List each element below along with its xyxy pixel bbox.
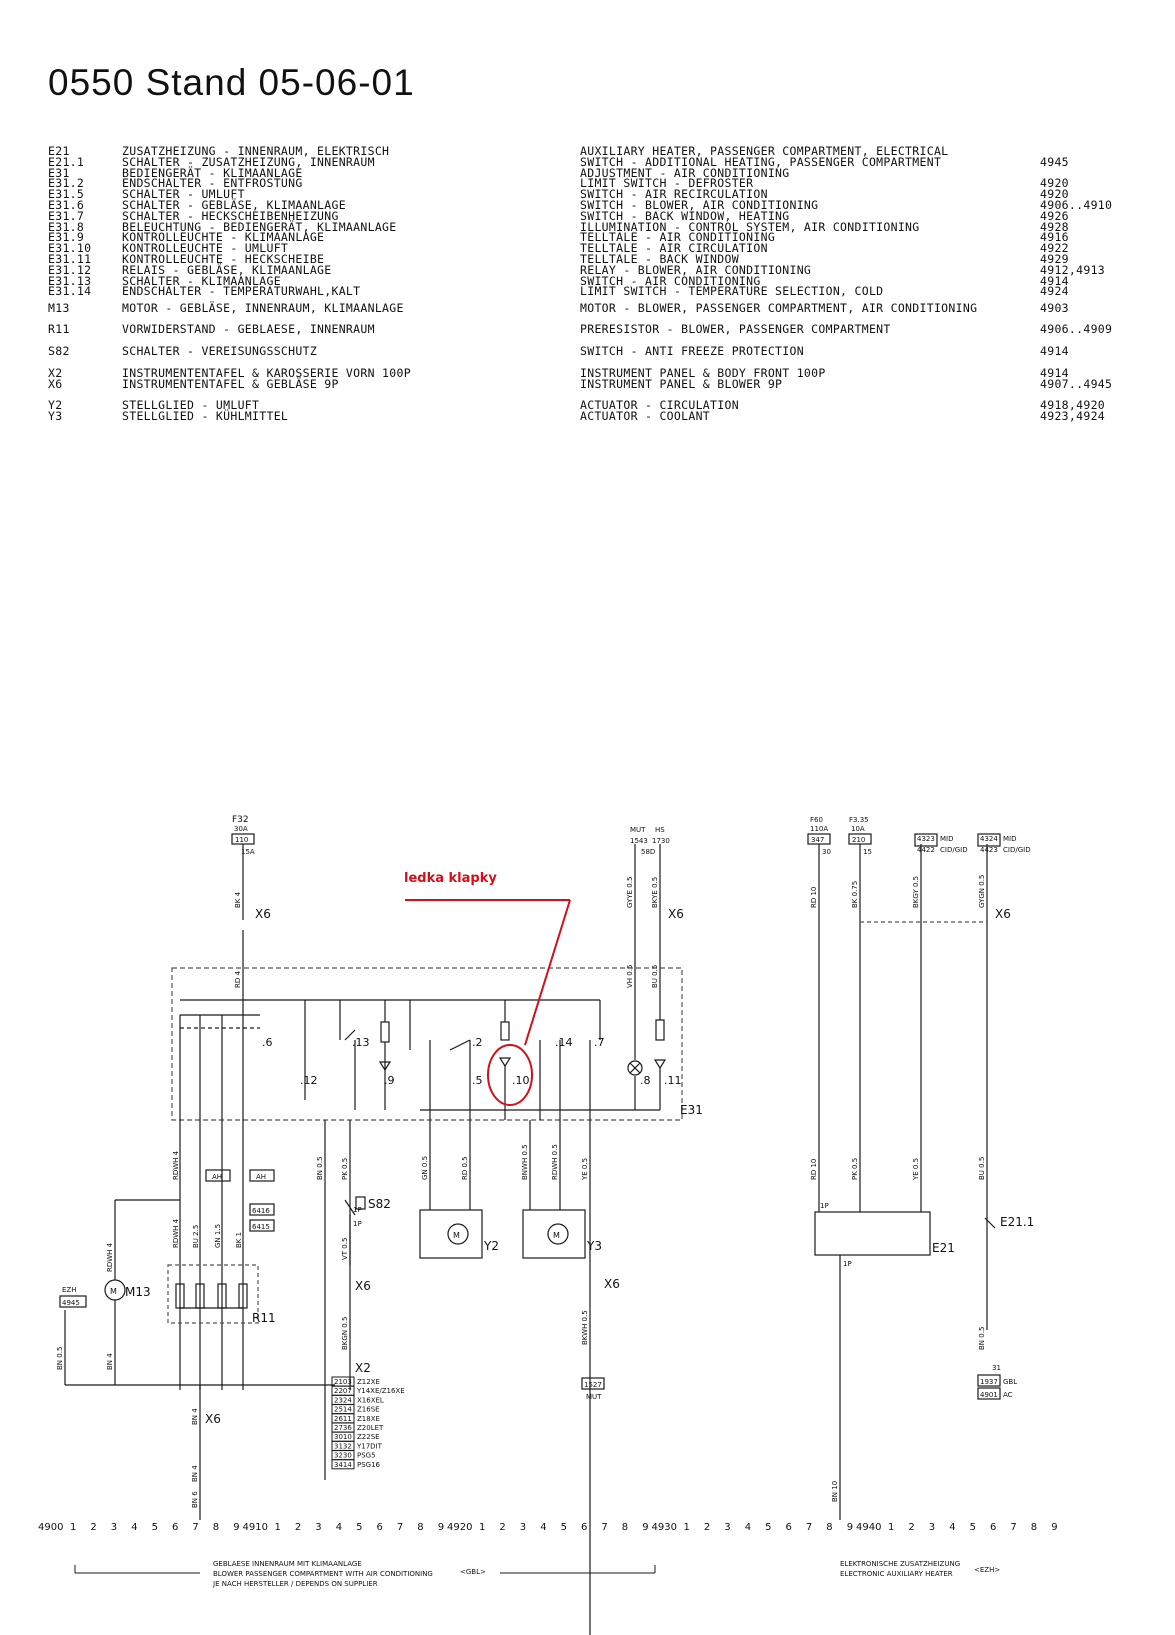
- fuse-label: 30A: [234, 825, 248, 833]
- legend-en: SWITCH - AIR CONDITIONING: [580, 273, 761, 288]
- sub-label: .6: [262, 1036, 273, 1049]
- component-label: EZH: [62, 1286, 77, 1294]
- page-title: 0550 Stand 05-06-01: [48, 62, 415, 103]
- legend-en: LIMIT SWITCH - TEMPERATURE SELECTION, COLD: [580, 284, 884, 299]
- wire-label: BU 0.5: [651, 964, 659, 988]
- footer-text: ELECTRONIC AUXILIARY HEATER: [840, 1570, 953, 1578]
- legend-de: SCHALTER - ZUSATZHEIZUNG, INNENRAUM: [122, 154, 375, 169]
- wire-label: BK 0.75: [851, 880, 859, 908]
- r11-box: [168, 1265, 258, 1323]
- legend-de: BELEUCHTUNG - BEDIENGERÄT, KLIMAANLAGE: [122, 219, 397, 234]
- e31-sub-labels: [262, 1036, 682, 1087]
- sub-label: .11: [664, 1074, 682, 1087]
- wire-label: BU 2.5: [192, 1224, 200, 1248]
- wire-label: BKGN 0.5: [341, 1316, 349, 1350]
- scale-digit: 2: [703, 1522, 711, 1533]
- legend-en: ACTUATOR - COOLANT: [580, 408, 711, 423]
- legend-en: LIMIT SWITCH - DEFROSTER: [580, 176, 754, 191]
- wire-label: PK 0.5: [851, 1157, 859, 1180]
- legend-ref: 4926: [1040, 208, 1069, 223]
- component-label: M: [110, 1287, 117, 1296]
- scale-digit: 4: [540, 1522, 547, 1533]
- connector-label: X6: [205, 1412, 221, 1426]
- annotation-label: ledka klapky: [404, 871, 497, 886]
- component-label: 1543: [630, 837, 648, 845]
- legend-en: SWITCH - BACK WINDOW, HEATING: [580, 208, 790, 223]
- legend-ref: 4914: [1040, 366, 1069, 380]
- legend-code: E31.14: [48, 284, 92, 299]
- legend-code: R11: [48, 322, 70, 336]
- component-label: S82: [368, 1197, 391, 1211]
- ref-label: 4324: [980, 835, 998, 843]
- ref-label: 1937: [980, 1378, 998, 1386]
- connector-label: X6: [355, 1279, 371, 1293]
- legend-code: E31.13: [48, 273, 92, 288]
- scale-digit: 1: [888, 1522, 895, 1533]
- wire-label: BN 6: [191, 1491, 199, 1508]
- wire-label: BN 4: [191, 1408, 199, 1425]
- wire-label: RDWH 4: [106, 1242, 114, 1272]
- footer-text: JE NACH HERSTELLER / DEPENDS ON SUPPLIER: [213, 1580, 378, 1588]
- x2-list-engine: Z18XE: [357, 1414, 380, 1423]
- legend-code: Y3: [48, 408, 63, 423]
- ref-label: MID: [940, 835, 954, 843]
- fuse-label: F32: [232, 815, 249, 825]
- legend-en: MOTOR - BLOWER, PASSENGER COMPARTMENT, AIR CONDITIONING: [580, 301, 978, 315]
- legend-ref: 4907..4945: [1040, 376, 1113, 391]
- legend-en: INSTRUMENT PANEL & BODY FRONT 100P: [580, 366, 826, 380]
- legend-de: SCHALTER - KLIMAANLAGE: [122, 273, 281, 288]
- component-label: HS: [655, 826, 665, 834]
- legend-de: ENDSCHALTER - ENTFROSTUNG: [122, 176, 303, 191]
- component-label: Y2: [484, 1239, 499, 1253]
- scale-digit: 5: [560, 1522, 567, 1533]
- connector-label: X6: [668, 907, 684, 921]
- pin-label: 1P: [353, 1220, 362, 1228]
- component-label: 4945: [62, 1299, 80, 1307]
- legend-de: INSTRUMENTENTAFEL & GEBLÄSE 9P: [122, 376, 339, 391]
- e31-box: [172, 968, 682, 1120]
- scale-digit: 1: [683, 1522, 690, 1533]
- scale-digit: 8: [417, 1522, 424, 1533]
- legend-de: KONTROLLEUCHTE - HECKSCHEIBE: [122, 252, 325, 266]
- scale-digit: 7: [601, 1522, 608, 1533]
- wire-label: VT 0.5: [341, 1237, 349, 1260]
- x2-list-engine: Y17DIT: [357, 1442, 382, 1451]
- footer-text: BLOWER PASSENGER COMPARTMENT WITH AIR CONDITIONING: [213, 1570, 433, 1578]
- scale-digit: 2: [908, 1522, 915, 1533]
- x2-list-engine: Z20LET: [357, 1424, 384, 1432]
- scale-digit: 4: [744, 1522, 752, 1533]
- legend-en: AUXILIARY HEATER, PASSENGER COMPARTMENT, ELECTRICAL: [580, 144, 949, 158]
- sub-label: .8: [640, 1074, 651, 1087]
- scale-digit: 2: [294, 1522, 302, 1533]
- wire-label: BNWH 0.5: [521, 1144, 529, 1180]
- legend-en: ADJUSTMENT - AIR CONDITIONING: [580, 165, 790, 180]
- component-label: 58D: [641, 848, 656, 856]
- scale-digit: 7: [396, 1522, 404, 1533]
- legend-de: VORWIDERSTAND - GEBLAESE, INNENRAUM: [122, 322, 375, 336]
- legend-ref: 4903: [1040, 301, 1069, 315]
- legend-code: E21.1: [48, 154, 85, 169]
- wire-label: BN 0.5: [978, 1326, 986, 1350]
- scale-digit: 8: [621, 1522, 629, 1533]
- legend-ref: 4929: [1040, 252, 1069, 266]
- legend-code: E31.6: [48, 198, 85, 212]
- scale-digit: 4: [949, 1522, 956, 1533]
- scale-digit: 7: [805, 1522, 813, 1533]
- x2-list-number: 2736: [334, 1424, 352, 1432]
- wire-label: BK 4: [234, 891, 242, 908]
- scale-digit: 5: [969, 1522, 976, 1533]
- footer-text: GEBLAESE INNENRAUM MIT KLIMAANLAGE: [213, 1560, 362, 1568]
- legend-de: RELAIS - GEBLÄSE, KLIMAANLAGE: [122, 262, 332, 277]
- connector-label: X6: [604, 1277, 620, 1291]
- scale-digit: 9: [642, 1522, 649, 1533]
- wire-label: BK 1: [235, 1231, 243, 1248]
- wire-label: YE 0.5: [581, 1157, 589, 1180]
- legend-en: SWITCH - AIR RECIRCULATION: [580, 187, 768, 202]
- wire-label: RDWH 4: [172, 1218, 180, 1248]
- fuse-label: 15A: [241, 848, 255, 856]
- legend-code: E31.7: [48, 208, 85, 223]
- pin-label: 31: [992, 1364, 1001, 1372]
- scale-digit: 1: [70, 1522, 77, 1533]
- scale-digit: 6: [785, 1522, 792, 1533]
- y2-box: [420, 1210, 482, 1258]
- legend-de: KONTROLLEUCHTE - UMLUFT: [122, 241, 289, 256]
- legend-de: INSTRUMENTENTAFEL & KAROSSERIE VORN 100P: [122, 366, 411, 380]
- scale-digit: 9: [846, 1522, 854, 1533]
- component-label: 1730: [652, 837, 670, 845]
- sub-label: .9: [384, 1074, 395, 1087]
- x2-list-number: 2611: [334, 1414, 352, 1423]
- x2-list-number: 3010: [334, 1433, 352, 1442]
- scale-digit: 4: [335, 1522, 343, 1533]
- sub-label: .2: [472, 1036, 483, 1049]
- legend-ref: 4916: [1040, 230, 1069, 245]
- legend-code: X6: [48, 376, 63, 391]
- scale-digit: 6: [172, 1522, 179, 1533]
- wire-label: RD 10: [810, 886, 818, 908]
- ref-label: AC: [1003, 1391, 1013, 1399]
- legend-de: MOTOR - GEBLÄSE, INNENRAUM, KLIMAANLAGE: [122, 301, 404, 315]
- footer-text: ELEKTRONISCHE ZUSATZHEIZUNG: [840, 1560, 961, 1568]
- scale-digit: 6: [581, 1522, 588, 1533]
- wire-label: BN 10: [831, 1480, 839, 1502]
- scale-digit: 5: [765, 1522, 772, 1533]
- component-label: E31: [680, 1103, 703, 1117]
- e21-box: [815, 1212, 930, 1255]
- legend-de: ENDSCHALTER - TEMPERATURWAHL,KALT: [122, 284, 361, 299]
- wire-label: GYGN 0.5: [978, 874, 986, 908]
- x2-list-engine: X16XEL: [357, 1396, 384, 1405]
- component-label: MUT: [586, 1393, 602, 1401]
- wire-label: BN 4: [106, 1353, 114, 1370]
- footer-text: <GBL>: [460, 1568, 486, 1576]
- legend-ref: 4924: [1040, 284, 1069, 299]
- x2-list-number: 3132: [334, 1442, 352, 1451]
- legend-en: TELLTALE - AIR CONDITIONING: [580, 230, 776, 245]
- legend-code: E31.2: [48, 176, 85, 191]
- x2-list-number: 2103: [334, 1378, 352, 1386]
- wire-label: GN 1.5: [214, 1223, 222, 1248]
- scale-digit: 7: [1010, 1522, 1017, 1533]
- legend-de: STELLGLIED - UMLUFT: [122, 398, 260, 412]
- scale-digit: 8: [1030, 1522, 1038, 1533]
- legend-ref: 4928: [1040, 219, 1069, 234]
- wire-label: GN 0.5: [421, 1155, 429, 1180]
- wire-label: BN 0.5: [316, 1156, 324, 1180]
- pin-label: 1P: [353, 1206, 362, 1214]
- component-label: M: [553, 1231, 560, 1240]
- scale-digit: 5: [356, 1522, 363, 1533]
- fuse-label: 10A: [851, 825, 865, 833]
- wire-label: BU 0.5: [978, 1156, 986, 1180]
- legend-ref: 4914: [1040, 273, 1069, 288]
- legend-de: STELLGLIED - KÜHLMITTEL: [122, 408, 289, 423]
- scale-digit: 3: [724, 1522, 731, 1533]
- component-label: MUT: [630, 826, 646, 834]
- scale-digit: 9: [233, 1522, 240, 1533]
- legend-code: E31.5: [48, 187, 85, 202]
- legend-ref: 4922: [1040, 241, 1069, 256]
- legend-ref: 4923,4924: [1040, 408, 1106, 423]
- wire-label: BKGY 0.5: [912, 875, 920, 908]
- fuse-label: 347: [811, 836, 825, 844]
- wire-label: RD 4: [234, 971, 242, 988]
- scale-digit: 5: [151, 1522, 158, 1533]
- legend-en: TELLTALE - AIR CIRCULATION: [580, 241, 768, 256]
- component-label: M: [453, 1231, 460, 1240]
- legend-code: M13: [48, 301, 70, 315]
- legend-code: Y2: [48, 398, 63, 412]
- component-label: 6415: [252, 1223, 270, 1231]
- ref-label: 4423: [980, 846, 998, 854]
- legend-ref: 4920: [1040, 187, 1069, 202]
- x2-list-number: 2207: [334, 1387, 352, 1396]
- component-label: R11: [252, 1311, 276, 1325]
- x2-list-engine: PSG5: [357, 1451, 376, 1460]
- fuse-label: F60: [810, 816, 823, 824]
- legend-ref: 4906..4910: [1040, 198, 1113, 212]
- scale-digit: 3: [315, 1522, 322, 1533]
- legend-ref: 4920: [1040, 176, 1069, 191]
- legend-de: SCHALTER - HECKSCHEIBENHEIZUNG: [122, 208, 339, 223]
- ref-label: CID/GID: [940, 846, 968, 854]
- wire-label: RDWH 4: [172, 1150, 180, 1180]
- legend-code: E21: [48, 144, 70, 158]
- legend-ref: 4912,4913: [1040, 262, 1106, 277]
- x2-list-engine: Z16SE: [357, 1405, 380, 1414]
- scale-digit: 8: [212, 1522, 220, 1533]
- connector-label: X2: [355, 1361, 371, 1375]
- scale-digit: 8: [826, 1522, 833, 1533]
- footer-text: <EZH>: [974, 1566, 1001, 1574]
- legend-en: ILLUMINATION - CONTROL SYSTEM, AIR CONDITIONING: [580, 219, 920, 234]
- ref-label: GBL: [1003, 1378, 1018, 1386]
- legend-code: E31.10: [48, 241, 92, 256]
- sub-label: .14: [555, 1036, 573, 1049]
- wire-label: RDWH 0.5: [551, 1144, 559, 1180]
- x2-list-number: 2324: [334, 1396, 352, 1405]
- sub-label: .5: [472, 1074, 483, 1087]
- x2-list-number: 3230: [334, 1451, 352, 1460]
- wire-label: RD 0.5: [461, 1156, 469, 1180]
- legend-code: E31.12: [48, 262, 92, 277]
- scale-digit: 2: [90, 1522, 97, 1533]
- footer: [75, 1560, 1000, 1588]
- legend-en: SWITCH - ADDITIONAL HEATING, PASSENGER COMPARTMENT: [580, 154, 942, 169]
- component-label: E21.1: [1000, 1215, 1035, 1229]
- legend-code: S82: [48, 344, 70, 358]
- legend-ref: 4945: [1040, 154, 1069, 169]
- scale-digit: 1: [479, 1522, 486, 1533]
- legend-de: SCHALTER - UMLUFT: [122, 187, 245, 202]
- scale-digit: 4: [131, 1522, 138, 1533]
- wire-label: PK 0.5: [341, 1157, 349, 1180]
- legend-de: BEDIENGERÄT - KLIMAANLAGE: [122, 165, 303, 180]
- scale-digit: 1: [274, 1522, 281, 1533]
- legend-en: RELAY - BLOWER, AIR CONDITIONING: [580, 262, 812, 277]
- ref-label: CID/GID: [1003, 846, 1031, 854]
- legend-de: ZUSATZHEIZUNG - INNENRAUM, ELEKTRISCH: [122, 144, 390, 158]
- legend-code: E31: [48, 165, 70, 180]
- component-label: Y3: [587, 1239, 602, 1253]
- sub-label: .7: [594, 1036, 605, 1049]
- wire-labels: [56, 875, 986, 1508]
- legend-code: E31.9: [48, 230, 85, 245]
- scale-digit: 2: [499, 1522, 506, 1533]
- component-label: E21: [932, 1241, 955, 1255]
- ref-label: MID: [1003, 835, 1017, 843]
- connector-label: X6: [995, 907, 1011, 921]
- schematic-lines: [60, 834, 1000, 1635]
- sub-label: .13: [352, 1036, 370, 1049]
- fuse-label: F3.35: [849, 816, 869, 824]
- legend-en: TELLTALE - BACK WINDOW: [580, 252, 739, 266]
- legend-en: PRERESISTOR - BLOWER, PASSENGER COMPARTMENT: [580, 322, 891, 336]
- wire-label: YE 0.5: [912, 1157, 920, 1180]
- scale-digit: 6: [990, 1522, 997, 1533]
- scale-digit: 3: [928, 1522, 936, 1533]
- scale-start: 4930: [651, 1522, 677, 1533]
- legend-de: SCHALTER - VEREISUNGSSCHUTZ: [122, 344, 318, 358]
- x2-list-engine: Y14XE/Z16XE: [357, 1387, 405, 1396]
- fuse-label: 110A: [810, 825, 829, 833]
- wire-label: GYYE 0.5: [626, 876, 634, 908]
- scale-digit: 9: [437, 1522, 445, 1533]
- fuse-label: 210: [852, 836, 866, 844]
- connector-label: X6: [255, 907, 271, 921]
- legend-ref: 4906..4909: [1040, 322, 1113, 336]
- scale-digit: 6: [376, 1522, 383, 1533]
- scale-start: 4940: [856, 1522, 882, 1533]
- component-label: AH: [256, 1173, 267, 1181]
- x2-list-engine: Z22SE: [357, 1433, 380, 1442]
- wire-label: BKYE 0.5: [651, 876, 659, 908]
- component-label: 1527: [584, 1381, 602, 1389]
- legend-de: SCHALTER - GEBLÄSE, KLIMAANLAGE: [122, 198, 346, 212]
- sub-label: .10: [512, 1074, 530, 1087]
- scale-digit: 9: [1051, 1522, 1058, 1533]
- component-label: M13: [125, 1285, 151, 1299]
- page-scale: [38, 1522, 1058, 1533]
- component-label: 6416: [252, 1207, 270, 1215]
- x2-engine-list: [332, 1377, 405, 1469]
- ref-label: 4422: [917, 846, 935, 854]
- fuse-label: 110: [235, 836, 249, 844]
- scale-digit: 3: [110, 1522, 118, 1533]
- wire-label: BN 0.5: [56, 1346, 64, 1370]
- fuse-label: 15: [863, 848, 872, 856]
- scale-start: 4900: [38, 1522, 64, 1533]
- legend-en: ACTUATOR - CIRCULATION: [580, 398, 739, 412]
- component-label: AH: [212, 1173, 223, 1181]
- legend-en: SWITCH - ANTI FREEZE PROTECTION: [580, 344, 804, 358]
- wire-label: BN 4: [191, 1465, 199, 1482]
- x2-list-number: 2514: [334, 1405, 352, 1414]
- legend-en: INSTRUMENT PANEL & BLOWER 9P: [580, 376, 783, 391]
- pin-label: 1P: [843, 1260, 852, 1268]
- legend-ref: 4914: [1040, 344, 1069, 358]
- x2-list-engine: Z12XE: [357, 1378, 380, 1386]
- ref-label: 4323: [917, 835, 935, 843]
- x2-list-engine: PSG16: [357, 1460, 380, 1469]
- legend-de: KONTROLLEUCHTE - KLIMAANLAGE: [122, 230, 325, 245]
- x2-list-number: 3414: [334, 1460, 352, 1469]
- scale-digit: 3: [519, 1522, 527, 1533]
- ref-label: 4901: [980, 1391, 998, 1399]
- scale-start: 4920: [447, 1522, 473, 1533]
- fuse-label: 30: [822, 848, 831, 856]
- legend-code: X2: [48, 366, 63, 380]
- sub-label: .12: [300, 1074, 318, 1087]
- wire-label: VH 0.5: [626, 964, 634, 988]
- legend-ref: 4918,4920: [1040, 398, 1106, 412]
- pin-label: 1P: [820, 1202, 829, 1210]
- wire-label: BKWH 0.5: [581, 1310, 589, 1345]
- legend-code: E31.11: [48, 252, 92, 266]
- wire-label: RD 10: [810, 1158, 818, 1180]
- legend-en: SWITCH - BLOWER, AIR CONDITIONING: [580, 198, 819, 212]
- scale-digit: 7: [192, 1522, 199, 1533]
- legend-code: E31.8: [48, 219, 85, 234]
- scale-start: 4910: [242, 1522, 268, 1533]
